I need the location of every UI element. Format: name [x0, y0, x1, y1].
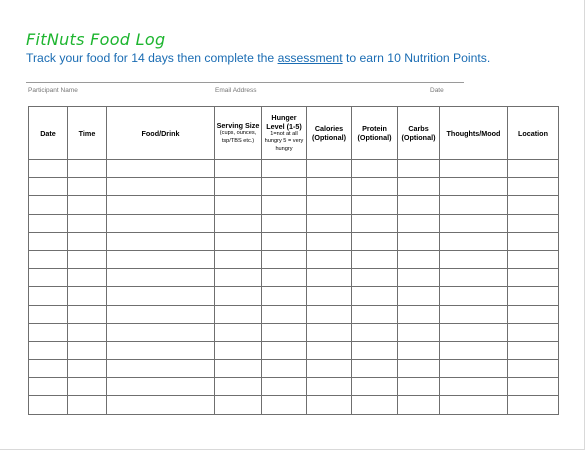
table-cell[interactable] — [29, 178, 68, 196]
table-cell[interactable] — [68, 214, 107, 232]
table-row — [29, 160, 559, 178]
table-cell[interactable] — [307, 341, 352, 359]
table-cell[interactable] — [508, 178, 559, 196]
table-cell[interactable] — [352, 250, 398, 268]
table-row — [29, 305, 559, 323]
table-cell[interactable] — [352, 378, 398, 396]
table-cell[interactable] — [508, 305, 559, 323]
hunger-level-note: 1=not at all hungry 5 = very hungry — [264, 130, 304, 152]
table-cell[interactable] — [262, 396, 307, 414]
table-cell[interactable] — [508, 323, 559, 341]
table-cell[interactable] — [398, 360, 440, 378]
table-cell[interactable] — [440, 360, 508, 378]
food-log-table — [28, 106, 559, 415]
col-header-food-drink: Food/Drink — [107, 107, 215, 160]
table-cell[interactable] — [68, 396, 107, 414]
table-cell[interactable] — [29, 378, 68, 396]
serving-size-note: (cups, ounces, tsp/TBS etc.) — [219, 129, 257, 144]
col-header-date: Date — [29, 107, 68, 160]
table-cell[interactable] — [107, 269, 215, 287]
col-header-calories: Calories (Optional) — [307, 107, 352, 160]
table-cell[interactable] — [107, 178, 215, 196]
table-cell[interactable] — [307, 178, 352, 196]
table-cell[interactable] — [440, 341, 508, 359]
table-cell[interactable] — [398, 396, 440, 414]
table-cell[interactable] — [352, 196, 398, 214]
table-cell[interactable] — [352, 160, 398, 178]
participant-fields — [26, 82, 464, 97]
table-cell[interactable] — [215, 323, 262, 341]
table-cell[interactable] — [262, 341, 307, 359]
table-row — [29, 232, 559, 250]
table-cell[interactable] — [440, 232, 508, 250]
table-row — [29, 360, 559, 378]
table-cell[interactable] — [440, 250, 508, 268]
table-cell[interactable] — [440, 378, 508, 396]
table-cell[interactable] — [107, 214, 215, 232]
table-cell[interactable] — [440, 287, 508, 305]
table-cell[interactable] — [307, 323, 352, 341]
table-cell[interactable] — [262, 250, 307, 268]
table-row — [29, 196, 559, 214]
table-cell[interactable] — [508, 250, 559, 268]
table-cell[interactable] — [29, 360, 68, 378]
table-cell[interactable] — [508, 214, 559, 232]
table-cell[interactable] — [440, 323, 508, 341]
table-header-row — [29, 107, 559, 160]
table-cell[interactable] — [352, 305, 398, 323]
table-cell[interactable] — [352, 178, 398, 196]
table-cell[interactable] — [352, 341, 398, 359]
table-row — [29, 378, 559, 396]
page-subtitle — [26, 51, 490, 65]
table-cell[interactable] — [262, 160, 307, 178]
table-cell[interactable] — [262, 232, 307, 250]
date-label: Date — [430, 87, 444, 94]
table-cell[interactable] — [68, 178, 107, 196]
table-cell[interactable] — [68, 287, 107, 305]
table-cell[interactable] — [68, 323, 107, 341]
table-cell[interactable] — [307, 396, 352, 414]
table-cell[interactable] — [398, 196, 440, 214]
table-body — [29, 160, 559, 415]
table-cell[interactable] — [107, 160, 215, 178]
table-cell[interactable] — [398, 250, 440, 268]
table-cell[interactable] — [68, 232, 107, 250]
table-cell[interactable] — [352, 323, 398, 341]
table-cell[interactable] — [508, 287, 559, 305]
table-cell[interactable] — [307, 269, 352, 287]
table-cell[interactable] — [68, 360, 107, 378]
table-cell[interactable] — [68, 250, 107, 268]
table-cell[interactable] — [29, 269, 68, 287]
assessment-link[interactable]: assessment — [277, 51, 343, 65]
table-cell[interactable] — [508, 378, 559, 396]
table-cell[interactable] — [508, 396, 559, 414]
table-cell[interactable] — [440, 396, 508, 414]
table-cell[interactable] — [29, 287, 68, 305]
table-cell[interactable] — [307, 287, 352, 305]
table-cell[interactable] — [68, 341, 107, 359]
table-cell[interactable] — [215, 396, 262, 414]
table-cell[interactable] — [107, 396, 215, 414]
subtitle-prefix: Track your food for 14 days then complete the — [26, 51, 278, 65]
table-cell[interactable] — [440, 214, 508, 232]
table-cell[interactable] — [215, 287, 262, 305]
table-row — [29, 178, 559, 196]
table-cell[interactable] — [307, 360, 352, 378]
table-cell[interactable] — [215, 378, 262, 396]
table-cell[interactable] — [107, 360, 215, 378]
table-cell[interactable] — [29, 250, 68, 268]
table-cell[interactable] — [215, 360, 262, 378]
table-cell[interactable] — [68, 196, 107, 214]
table-cell[interactable] — [440, 269, 508, 287]
page-title: FitNuts Food Log — [26, 30, 166, 49]
table-row — [29, 287, 559, 305]
table-cell[interactable] — [262, 178, 307, 196]
table-cell[interactable] — [307, 232, 352, 250]
table-cell[interactable] — [398, 341, 440, 359]
table-cell[interactable] — [107, 232, 215, 250]
table-cell[interactable] — [398, 232, 440, 250]
table-cell[interactable] — [29, 341, 68, 359]
col-header-location: Location — [508, 107, 559, 160]
table-row — [29, 214, 559, 232]
table-cell[interactable] — [398, 269, 440, 287]
table-cell[interactable] — [215, 341, 262, 359]
table-cell[interactable] — [29, 196, 68, 214]
table-cell[interactable] — [29, 323, 68, 341]
table-cell[interactable] — [262, 378, 307, 396]
table-cell[interactable] — [107, 287, 215, 305]
table-cell[interactable] — [508, 160, 559, 178]
table-cell[interactable] — [398, 305, 440, 323]
table-row — [29, 323, 559, 341]
table-cell[interactable] — [107, 250, 215, 268]
table-cell[interactable] — [398, 287, 440, 305]
table-cell[interactable] — [107, 378, 215, 396]
table-cell[interactable] — [215, 160, 262, 178]
table-cell[interactable] — [508, 269, 559, 287]
table-cell[interactable] — [508, 360, 559, 378]
participant-name-label: Participant Name — [28, 87, 78, 94]
table-cell[interactable] — [68, 269, 107, 287]
table-cell[interactable] — [262, 323, 307, 341]
col-header-thoughts-mood: Thoughts/Mood — [440, 107, 508, 160]
table-cell[interactable] — [262, 305, 307, 323]
table-cell[interactable] — [307, 305, 352, 323]
table-cell[interactable] — [352, 232, 398, 250]
table-cell[interactable] — [307, 196, 352, 214]
table-cell[interactable] — [508, 341, 559, 359]
table-cell[interactable] — [508, 196, 559, 214]
table-cell[interactable] — [352, 360, 398, 378]
table-cell[interactable] — [29, 305, 68, 323]
table-row — [29, 341, 559, 359]
email-address-label: Email Address — [215, 87, 257, 94]
table-cell[interactable] — [262, 196, 307, 214]
table-cell[interactable] — [107, 305, 215, 323]
table-cell[interactable] — [68, 378, 107, 396]
col-header-serving-size: Serving Size (cups, ounces, tsp/TBS etc.) — [215, 107, 262, 160]
table-cell[interactable] — [215, 305, 262, 323]
table-cell[interactable] — [262, 287, 307, 305]
table-cell[interactable] — [215, 269, 262, 287]
table-cell[interactable] — [440, 305, 508, 323]
table-cell[interactable] — [215, 232, 262, 250]
col-header-carbs: Carbs (Optional) — [398, 107, 440, 160]
table-row — [29, 396, 559, 414]
table-cell[interactable] — [262, 360, 307, 378]
table-cell[interactable] — [29, 396, 68, 414]
table-cell[interactable] — [215, 250, 262, 268]
table-cell[interactable] — [440, 196, 508, 214]
table-cell[interactable] — [307, 214, 352, 232]
table-cell[interactable] — [440, 178, 508, 196]
col-header-hunger-level: Hunger Level (1-5) 1=not at all hungry 5 = very hungry — [262, 107, 307, 160]
table-cell[interactable] — [68, 160, 107, 178]
table-cell[interactable] — [307, 378, 352, 396]
table-cell[interactable] — [29, 214, 68, 232]
table-cell[interactable] — [508, 232, 559, 250]
table-cell[interactable] — [307, 250, 352, 268]
table-cell[interactable] — [307, 160, 352, 178]
table-cell[interactable] — [29, 160, 68, 178]
table-cell[interactable] — [398, 323, 440, 341]
subtitle-suffix: to earn 10 Nutrition Points. — [342, 51, 491, 65]
table-cell[interactable] — [107, 341, 215, 359]
table-cell[interactable] — [68, 305, 107, 323]
table-cell[interactable] — [215, 178, 262, 196]
table-cell[interactable] — [398, 178, 440, 196]
table-cell[interactable] — [352, 287, 398, 305]
table-cell[interactable] — [398, 160, 440, 178]
table-cell[interactable] — [262, 269, 307, 287]
table-cell[interactable] — [398, 214, 440, 232]
table-cell[interactable] — [398, 378, 440, 396]
table-row — [29, 269, 559, 287]
table-cell[interactable] — [352, 214, 398, 232]
table-row — [29, 250, 559, 268]
table-cell[interactable] — [352, 396, 398, 414]
table-cell[interactable] — [440, 160, 508, 178]
col-header-time: Time — [68, 107, 107, 160]
table-cell[interactable] — [107, 196, 215, 214]
table-cell[interactable] — [215, 196, 262, 214]
table-cell[interactable] — [215, 214, 262, 232]
table-cell[interactable] — [262, 214, 307, 232]
table-cell[interactable] — [352, 269, 398, 287]
table-cell[interactable] — [107, 323, 215, 341]
col-header-protein: Protein (Optional) — [352, 107, 398, 160]
table-cell[interactable] — [29, 232, 68, 250]
